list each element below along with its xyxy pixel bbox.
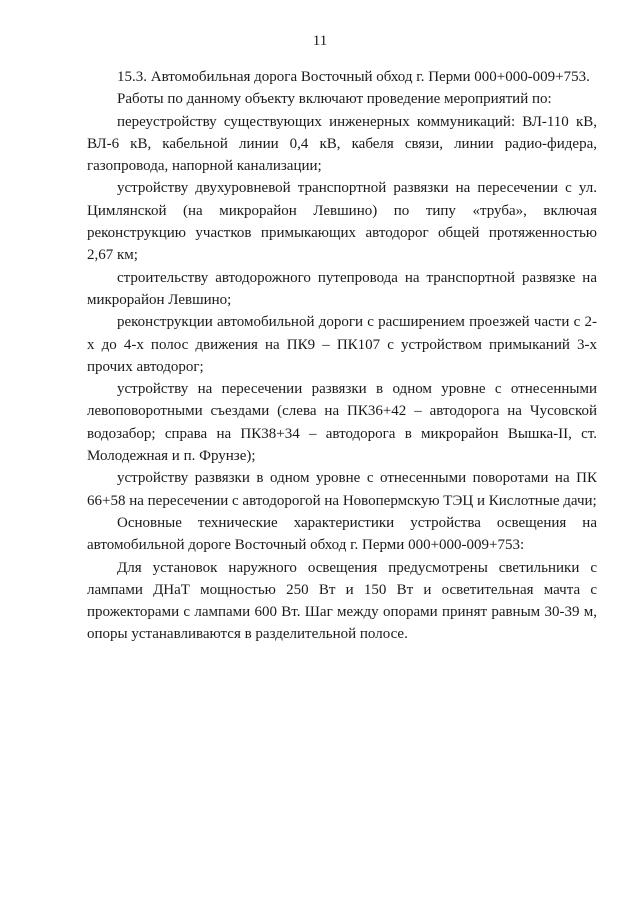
list-item-interchange: устройству двухуровневой транспортной развязки на пересечении с ул. Цимлянской (на микрорайон Левшино) по типу «труба», включая реконструкцию участков примыкающих автодорог общей протяженностью 2,67 км; [87,180,597,264]
list-item-reconstruction: реконструкции автомобильной дороги с расширением проезжей части с 2-х до 4-х полос движения на ПК9 – ПК107 с устройством примыканий 3-х прочих автодорог; [87,314,597,375]
intro-paragraph: Работы по данному объекту включают проведение мероприятий по: [117,91,552,108]
list-item-overpass: строительству автодорожного путепровода на транспортной развязке на микрорайон Левшино; [87,269,597,308]
lighting-description-paragraph: Для установок наружного освещения предусмотрены светильники с лампами ДНаТ мощностью 250 Вт и 150 Вт и осветительная мачта с прожекторами с лампами 600 Вт. Шаг между опорами принят равным 30-39 м, опоры устанавливаются в разделительной полосе. [87,559,597,643]
list-item-junction-turns: устройству развязки в одном уровне с отнесенными поворотами на ПК 66+58 на пересечении с автодорогой на Новопермскую ТЭЦ и Кислотные дачи; [87,470,597,509]
document-body [87,66,597,646]
lighting-heading-paragraph: Основные технические характеристики устройства освещения на автомобильной дороге Восточный обход г. Перми 000+000-009+753: [87,514,597,554]
page-number: 11 [312,33,328,49]
section-heading: 15.3. Автомобильная дорога Восточный обход г. Перми 000+000-009+753. [117,69,590,85]
list-item-utilities: переустройству существующих инженерных коммуникаций: ВЛ-110 кВ, ВЛ-6 кВ, кабельной линии 0,4 кВ, кабеля связи, линии радио-фидера, газопровода, напорной канализации; [87,113,597,175]
list-item-junction-left-turns: устройству на пересечении развязки в одном уровне с отнесенными левоповоротными съездами (слева на ПК36+42 – автодорога на Чусовской водозабор; справа на ПК38+34 – автодорога в микрорайон Вышка-II, ст. Молодежная и п. Фрунзе); [87,381,597,465]
